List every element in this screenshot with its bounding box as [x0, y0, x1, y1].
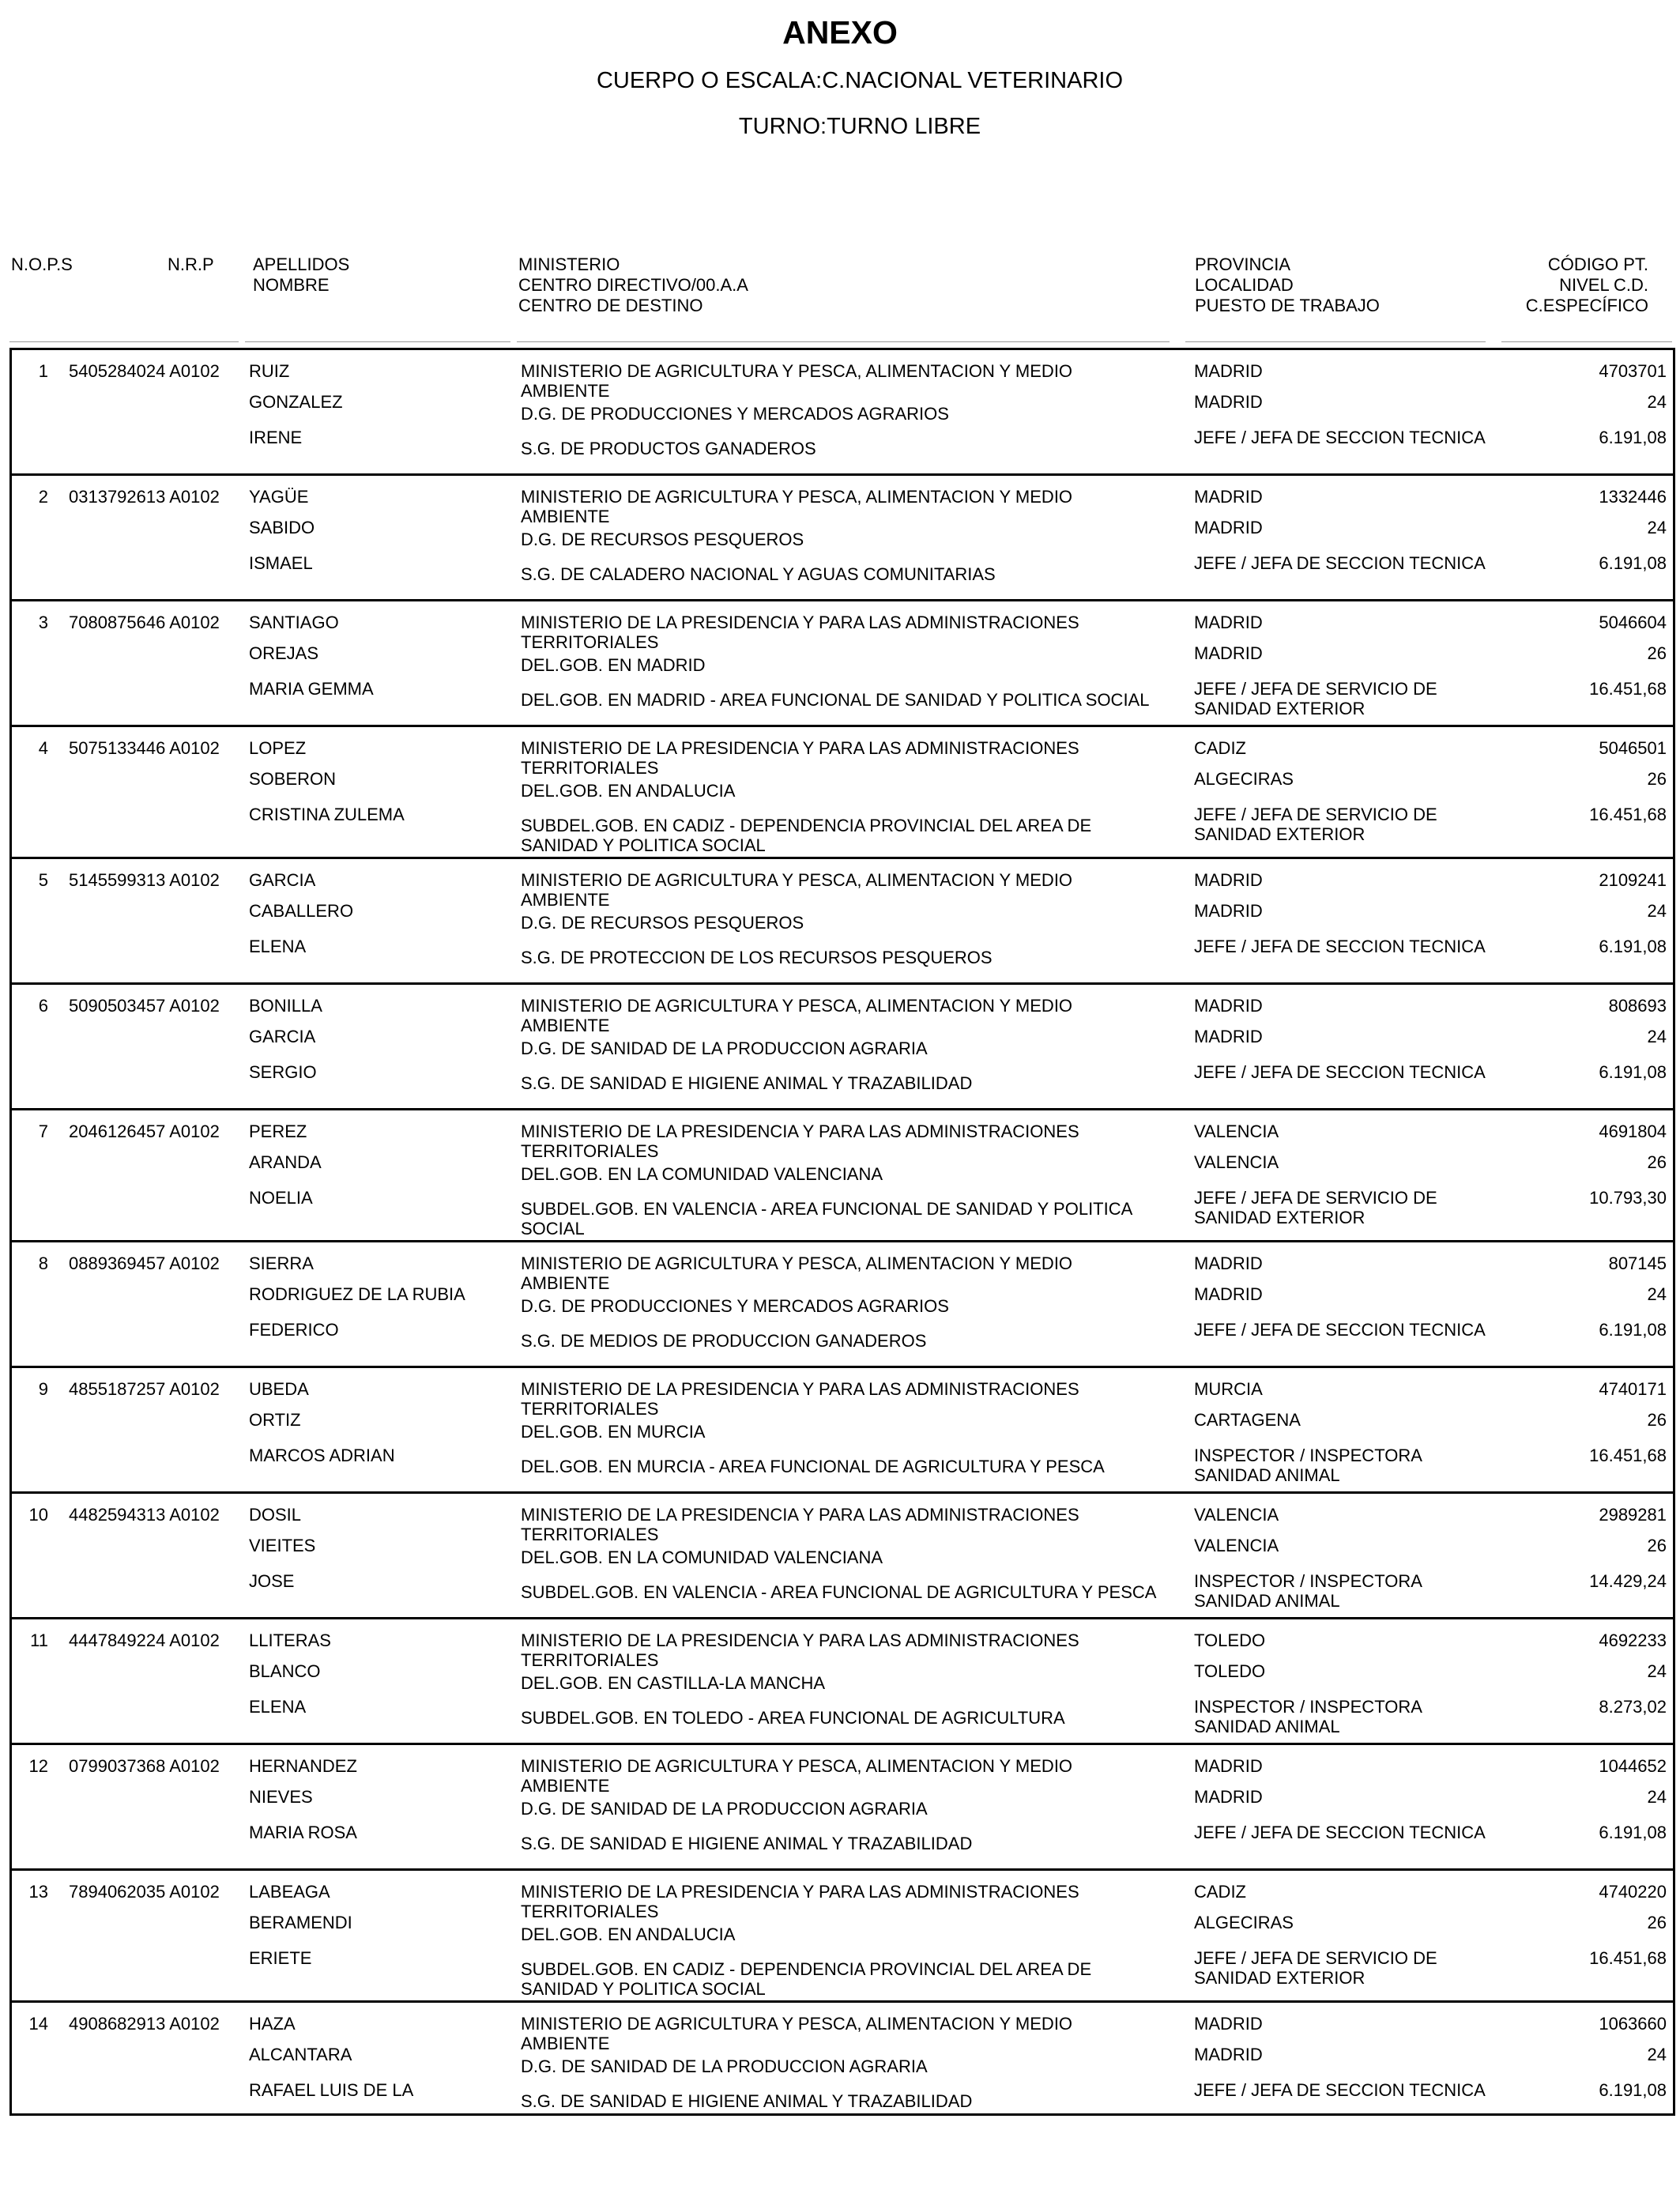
table-row [12, 1619, 1673, 1745]
record-puesto-line2: SANIDAD EXTERIOR [1194, 699, 1365, 718]
record-destino-line1: SUBDEL.GOB. EN VALENCIA - AREA FUNCIONAL DE SANIDAD Y POLITICA [521, 1199, 1133, 1219]
record-codigo: 4691804 [1599, 1122, 1667, 1141]
record-apellido2: RODRIGUEZ DE LA RUBIA [249, 1284, 465, 1304]
record-ministerio-line1: MINISTERIO DE AGRICULTURA Y PESCA, ALIMENTACION Y MEDIO [521, 870, 1073, 890]
record-nrp: 5075133446 A0102 [69, 738, 220, 758]
record-centro-directivo: D.G. DE PRODUCCIONES Y MERCADOS AGRARIOS [521, 1296, 949, 1316]
record-provincia: MADRID [1194, 487, 1263, 507]
record-centro-directivo: D.G. DE RECURSOS PESQUEROS [521, 530, 804, 549]
table-row [12, 2003, 1673, 2113]
record-ministerio-line1: MINISTERIO DE AGRICULTURA Y PESCA, ALIMENTACION Y MEDIO [521, 487, 1073, 507]
record-destino-line1: DEL.GOB. EN MURCIA - AREA FUNCIONAL DE AGRICULTURA Y PESCA [521, 1457, 1105, 1476]
record-provincia: MADRID [1194, 1756, 1263, 1776]
record-especifico: 14.429,24 [1589, 1571, 1667, 1591]
record-apellido1: HERNANDEZ [249, 1756, 357, 1776]
record-centro-directivo: DEL.GOB. EN LA COMUNIDAD VALENCIANA [521, 1547, 883, 1567]
record-puesto-line1: JEFE / JEFA DE SECCION TECNICA [1194, 1062, 1486, 1082]
record-nombre: IRENE [249, 428, 303, 447]
record-puesto-line1: JEFE / JEFA DE SECCION TECNICA [1194, 2080, 1486, 2100]
record-localidad: MADRID [1194, 392, 1263, 412]
record-number: 6 [38, 996, 48, 1016]
record-especifico: 8.273,02 [1599, 1697, 1667, 1717]
record-especifico: 6.191,08 [1599, 2080, 1667, 2100]
record-especifico: 16.451,68 [1589, 1948, 1667, 1968]
header-divider [517, 341, 1170, 342]
record-apellido1: YAGÜE [249, 487, 309, 507]
records-table [9, 348, 1675, 2116]
record-provincia: VALENCIA [1194, 1505, 1279, 1525]
record-nrp: 2046126457 A0102 [69, 1122, 220, 1141]
record-provincia: MADRID [1194, 613, 1263, 632]
table-row [12, 985, 1673, 1110]
record-nivel: 24 [1647, 392, 1667, 412]
table-row [12, 476, 1673, 601]
record-number: 10 [28, 1505, 48, 1525]
record-ministerio-line1: MINISTERIO DE LA PRESIDENCIA Y PARA LAS ADMINISTRACIONES [521, 1379, 1079, 1399]
record-ministerio-line2: TERRITORIALES [521, 1399, 659, 1419]
record-ministerio-line2: TERRITORIALES [521, 758, 659, 778]
record-nrp: 0313792613 A0102 [69, 487, 220, 507]
record-nombre: JOSE [249, 1571, 295, 1591]
col-apellidos-header [253, 254, 349, 296]
record-apellido1: SIERRA [249, 1253, 314, 1273]
record-nivel: 24 [1647, 518, 1667, 537]
record-number: 3 [38, 613, 48, 632]
record-puesto-line1: JEFE / JEFA DE SERVICIO DE [1194, 1948, 1437, 1968]
record-provincia: MADRID [1194, 361, 1263, 381]
record-apellido1: RUIZ [249, 361, 290, 381]
record-nivel: 26 [1647, 1410, 1667, 1430]
record-provincia: MADRID [1194, 1253, 1263, 1273]
record-nombre: CRISTINA ZULEMA [249, 805, 405, 824]
record-provincia: MADRID [1194, 2014, 1263, 2034]
record-codigo: 1332446 [1599, 487, 1667, 507]
record-nombre: ERIETE [249, 1948, 312, 1968]
col-ministerio-label: MINISTERIO [518, 254, 620, 274]
record-number: 2 [38, 487, 48, 507]
col-ministerio-header [518, 254, 748, 316]
record-provincia: VALENCIA [1194, 1122, 1279, 1141]
col-codigo-label: CÓDIGO PT. [1547, 254, 1648, 274]
record-puesto-line2: SANIDAD EXTERIOR [1194, 1968, 1365, 1988]
record-puesto-line2: SANIDAD ANIMAL [1194, 1717, 1340, 1736]
record-nrp: 4908682913 A0102 [69, 2014, 220, 2034]
record-localidad: CARTAGENA [1194, 1410, 1301, 1430]
record-number: 5 [38, 870, 48, 890]
col-centro-directivo-label: CENTRO DIRECTIVO/00.A.A [518, 275, 748, 295]
record-apellido1: GARCIA [249, 870, 316, 890]
record-ministerio-line1: MINISTERIO DE AGRICULTURA Y PESCA, ALIMENTACION Y MEDIO [521, 361, 1073, 381]
table-row [12, 350, 1673, 476]
record-centro-directivo: D.G. DE RECURSOS PESQUEROS [521, 913, 804, 933]
record-ministerio-line1: MINISTERIO DE LA PRESIDENCIA Y PARA LAS ADMINISTRACIONES [521, 613, 1079, 632]
record-nombre: MARIA GEMMA [249, 679, 374, 699]
table-row [12, 1871, 1673, 2003]
record-ministerio-line2: AMBIENTE [521, 381, 610, 401]
record-destino-line1: S.G. DE SANIDAD E HIGIENE ANIMAL Y TRAZABILIDAD [521, 1073, 973, 1093]
record-number: 9 [38, 1379, 48, 1399]
record-centro-directivo: D.G. DE SANIDAD DE LA PRODUCCION AGRARIA [521, 1799, 928, 1819]
table-row [12, 1242, 1673, 1368]
record-codigo: 808693 [1608, 996, 1667, 1016]
record-centro-directivo: DEL.GOB. EN ANDALUCIA [521, 1924, 736, 1944]
record-apellido1: HAZA [249, 2014, 296, 2034]
record-apellido2: ORTIZ [249, 1410, 301, 1430]
record-localidad: MADRID [1194, 1284, 1263, 1304]
record-especifico: 6.191,08 [1599, 1062, 1667, 1082]
record-codigo: 4692233 [1599, 1630, 1667, 1650]
record-nivel: 24 [1647, 1284, 1667, 1304]
record-destino-line2: SOCIAL [521, 1219, 585, 1238]
record-localidad: ALGECIRAS [1194, 769, 1294, 789]
cuerpo-escala: CUERPO O ESCALA:C.NACIONAL VETERINARIO [596, 68, 1124, 93]
table-row [12, 1368, 1673, 1494]
record-apellido2: BLANCO [249, 1661, 321, 1681]
record-puesto-line2: SANIDAD EXTERIOR [1194, 1208, 1365, 1227]
table-row [12, 1110, 1673, 1242]
record-especifico: 16.451,68 [1589, 679, 1667, 699]
record-nrp: 5405284024 A0102 [69, 361, 220, 381]
record-puesto-line2: SANIDAD ANIMAL [1194, 1465, 1340, 1485]
record-codigo: 4703701 [1599, 361, 1667, 381]
header-divider [9, 341, 239, 342]
record-localidad: VALENCIA [1194, 1152, 1279, 1172]
header-divider [1501, 341, 1672, 342]
record-centro-directivo: D.G. DE PRODUCCIONES Y MERCADOS AGRARIOS [521, 404, 949, 424]
record-nombre: ISMAEL [249, 553, 313, 573]
record-localidad: MADRID [1194, 518, 1263, 537]
record-nombre: NOELIA [249, 1188, 313, 1208]
page-title: ANEXO [782, 14, 898, 51]
record-nivel: 24 [1647, 1027, 1667, 1046]
record-nivel: 26 [1647, 1913, 1667, 1932]
record-number: 4 [38, 738, 48, 758]
record-nivel: 26 [1647, 769, 1667, 789]
record-puesto-line1: JEFE / JEFA DE SECCION TECNICA [1194, 553, 1486, 573]
record-ministerio-line2: TERRITORIALES [521, 1650, 659, 1670]
col-localidad-label: LOCALIDAD [1195, 275, 1294, 295]
record-centro-directivo: DEL.GOB. EN CASTILLA-LA MANCHA [521, 1673, 826, 1693]
record-number: 13 [28, 1882, 48, 1902]
record-nrp: 7080875646 A0102 [69, 613, 220, 632]
record-destino-line1: DEL.GOB. EN MADRID - AREA FUNCIONAL DE SANIDAD Y POLITICA SOCIAL [521, 690, 1150, 710]
record-especifico: 6.191,08 [1599, 937, 1667, 956]
record-puesto-line1: JEFE / JEFA DE SERVICIO DE [1194, 1188, 1437, 1208]
record-apellido2: ALCANTARA [249, 2045, 352, 2064]
header-divider [1185, 341, 1486, 342]
record-especifico: 6.191,08 [1599, 1320, 1667, 1340]
record-apellido2: VIEITES [249, 1536, 316, 1555]
record-centro-directivo: DEL.GOB. EN MURCIA [521, 1422, 706, 1442]
record-puesto-line1: JEFE / JEFA DE SERVICIO DE [1194, 679, 1437, 699]
record-apellido2: CABALLERO [249, 901, 354, 921]
record-destino-line2: SANIDAD Y POLITICA SOCIAL [521, 1979, 766, 1999]
record-nrp: 5090503457 A0102 [69, 996, 220, 1016]
record-codigo: 2109241 [1599, 870, 1667, 890]
record-apellido2: GONZALEZ [249, 392, 343, 412]
turno: TURNO:TURNO LIBRE [738, 114, 981, 139]
record-ministerio-line1: MINISTERIO DE LA PRESIDENCIA Y PARA LAS ADMINISTRACIONES [521, 1882, 1079, 1902]
record-ministerio-line1: MINISTERIO DE LA PRESIDENCIA Y PARA LAS ADMINISTRACIONES [521, 1122, 1079, 1141]
record-destino-line1: S.G. DE CALADERO NACIONAL Y AGUAS COMUNITARIAS [521, 564, 996, 584]
record-ministerio-line1: MINISTERIO DE LA PRESIDENCIA Y PARA LAS ADMINISTRACIONES [521, 738, 1079, 758]
record-apellido1: LABEAGA [249, 1882, 330, 1902]
col-nivel-label: NIVEL C.D. [1559, 275, 1648, 295]
record-nombre: MARCOS ADRIAN [249, 1446, 395, 1465]
record-puesto-line2: SANIDAD EXTERIOR [1194, 824, 1365, 844]
record-ministerio-line1: MINISTERIO DE AGRICULTURA Y PESCA, ALIMENTACION Y MEDIO [521, 996, 1073, 1016]
record-nivel: 26 [1647, 643, 1667, 663]
record-destino-line1: SUBDEL.GOB. EN CADIZ - DEPENDENCIA PROVINCIAL DEL AREA DE [521, 1959, 1092, 1979]
record-codigo: 5046501 [1599, 738, 1667, 758]
record-provincia: MADRID [1194, 870, 1263, 890]
record-apellido2: NIEVES [249, 1787, 313, 1807]
record-number: 12 [28, 1756, 48, 1776]
col-apellidos-label: APELLIDOS [253, 254, 350, 274]
record-puesto-line2: SANIDAD ANIMAL [1194, 1591, 1340, 1611]
record-destino-line1: SUBDEL.GOB. EN CADIZ - DEPENDENCIA PROVINCIAL DEL AREA DE [521, 816, 1092, 835]
record-especifico: 16.451,68 [1589, 805, 1667, 824]
record-codigo: 4740220 [1599, 1882, 1667, 1902]
record-nrp: 4482594313 A0102 [69, 1505, 220, 1525]
record-nivel: 24 [1647, 1661, 1667, 1681]
record-especifico: 6.191,08 [1599, 553, 1667, 573]
record-puesto-line1: INSPECTOR / INSPECTORA [1194, 1571, 1422, 1591]
record-centro-directivo: DEL.GOB. EN MADRID [521, 655, 706, 675]
record-number: 8 [38, 1253, 48, 1273]
table-row [12, 1494, 1673, 1619]
record-nivel: 24 [1647, 901, 1667, 921]
header-divider [245, 341, 510, 342]
record-ministerio-line2: AMBIENTE [521, 507, 610, 526]
col-especifico-label: C.ESPECÍFICO [1525, 296, 1648, 315]
record-puesto-line1: JEFE / JEFA DE SECCION TECNICA [1194, 1320, 1486, 1340]
col-provincia-label: PROVINCIA [1195, 254, 1291, 274]
record-provincia: MADRID [1194, 996, 1263, 1016]
record-especifico: 6.191,08 [1599, 428, 1667, 447]
table-row [12, 1745, 1673, 1871]
record-ministerio-line1: MINISTERIO DE AGRICULTURA Y PESCA, ALIMENTACION Y MEDIO [521, 1253, 1073, 1273]
record-apellido2: OREJAS [249, 643, 319, 663]
record-nombre: SERGIO [249, 1062, 317, 1082]
record-destino-line1: S.G. DE PROTECCION DE LOS RECURSOS PESQUEROS [521, 948, 993, 967]
record-especifico: 6.191,08 [1599, 1823, 1667, 1842]
record-codigo: 4740171 [1599, 1379, 1667, 1399]
record-ministerio-line2: TERRITORIALES [521, 632, 659, 652]
record-nombre: RAFAEL LUIS DE LA [249, 2080, 414, 2100]
record-nivel: 26 [1647, 1536, 1667, 1555]
col-centro-destino-label: CENTRO DE DESTINO [518, 296, 703, 315]
record-localidad: MADRID [1194, 1787, 1263, 1807]
record-provincia: CADIZ [1194, 738, 1246, 758]
record-number: 14 [28, 2014, 48, 2034]
record-apellido1: LOPEZ [249, 738, 307, 758]
record-localidad: MADRID [1194, 901, 1263, 921]
record-nrp: 0889369457 A0102 [69, 1253, 220, 1273]
record-number: 1 [38, 361, 48, 381]
record-nivel: 24 [1647, 2045, 1667, 2064]
record-puesto-line1: JEFE / JEFA DE SECCION TECNICA [1194, 1823, 1486, 1842]
table-row [12, 727, 1673, 859]
record-apellido2: BERAMENDI [249, 1913, 352, 1932]
record-codigo: 1063660 [1599, 2014, 1667, 2034]
record-ministerio-line2: TERRITORIALES [521, 1902, 659, 1921]
record-apellido2: SABIDO [249, 518, 315, 537]
record-nombre: FEDERICO [249, 1320, 339, 1340]
table-row [12, 859, 1673, 985]
record-apellido2: ARANDA [249, 1152, 322, 1172]
record-apellido1: BONILLA [249, 996, 322, 1016]
record-centro-directivo: DEL.GOB. EN ANDALUCIA [521, 781, 736, 801]
record-ministerio-line2: AMBIENTE [521, 1776, 610, 1796]
record-apellido1: UBEDA [249, 1379, 309, 1399]
record-centro-directivo: DEL.GOB. EN LA COMUNIDAD VALENCIANA [521, 1164, 883, 1184]
record-codigo: 2989281 [1599, 1505, 1667, 1525]
record-apellido1: LLITERAS [249, 1630, 331, 1650]
record-nrp: 5145599313 A0102 [69, 870, 220, 890]
record-ministerio-line1: MINISTERIO DE AGRICULTURA Y PESCA, ALIMENTACION Y MEDIO [521, 1756, 1073, 1776]
record-apellido1: DOSIL [249, 1505, 302, 1525]
table-row [12, 601, 1673, 727]
record-centro-directivo: D.G. DE SANIDAD DE LA PRODUCCION AGRARIA [521, 2056, 928, 2076]
record-destino-line1: S.G. DE PRODUCTOS GANADEROS [521, 439, 816, 458]
record-destino-line1: S.G. DE MEDIOS DE PRODUCCION GANADEROS [521, 1331, 927, 1351]
record-ministerio-line2: AMBIENTE [521, 2034, 610, 2053]
record-destino-line2: SANIDAD Y POLITICA SOCIAL [521, 835, 766, 855]
record-localidad: MADRID [1194, 1027, 1263, 1046]
record-especifico: 16.451,68 [1589, 1446, 1667, 1465]
record-codigo: 807145 [1608, 1253, 1667, 1273]
record-apellido1: PEREZ [249, 1122, 307, 1141]
record-nivel: 24 [1647, 1787, 1667, 1807]
record-destino-line1: SUBDEL.GOB. EN VALENCIA - AREA FUNCIONAL DE AGRICULTURA Y PESCA [521, 1582, 1157, 1602]
record-nrp: 7894062035 A0102 [69, 1882, 220, 1902]
record-localidad: TOLEDO [1194, 1661, 1266, 1681]
record-number: 11 [30, 1630, 48, 1650]
record-codigo: 1044652 [1599, 1756, 1667, 1776]
record-localidad: MADRID [1194, 643, 1263, 663]
record-puesto-line1: INSPECTOR / INSPECTORA [1194, 1697, 1422, 1717]
col-nops-header: N.O.P.S [11, 254, 73, 274]
record-especifico: 10.793,30 [1589, 1188, 1667, 1208]
record-provincia: MURCIA [1194, 1379, 1263, 1399]
record-codigo: 5046604 [1599, 613, 1667, 632]
record-destino-line1: S.G. DE SANIDAD E HIGIENE ANIMAL Y TRAZABILIDAD [521, 2091, 973, 2111]
record-ministerio-line1: MINISTERIO DE LA PRESIDENCIA Y PARA LAS ADMINISTRACIONES [521, 1505, 1079, 1525]
record-centro-directivo: D.G. DE SANIDAD DE LA PRODUCCION AGRARIA [521, 1039, 928, 1058]
col-codigo-header [1470, 254, 1648, 316]
record-destino-line1: S.G. DE SANIDAD E HIGIENE ANIMAL Y TRAZABILIDAD [521, 1834, 973, 1853]
record-nombre: ELENA [249, 937, 307, 956]
record-puesto-line1: JEFE / JEFA DE SERVICIO DE [1194, 805, 1437, 824]
col-nrp-header: N.R.P [168, 254, 214, 274]
record-nivel: 26 [1647, 1152, 1667, 1172]
col-provincia-header [1195, 254, 1380, 316]
record-ministerio-line2: AMBIENTE [521, 1273, 610, 1293]
record-localidad: ALGECIRAS [1194, 1913, 1294, 1932]
record-provincia: TOLEDO [1194, 1630, 1266, 1650]
record-puesto-line1: INSPECTOR / INSPECTORA [1194, 1446, 1422, 1465]
record-ministerio-line1: MINISTERIO DE AGRICULTURA Y PESCA, ALIMENTACION Y MEDIO [521, 2014, 1073, 2034]
record-nrp: 4447849224 A0102 [69, 1630, 220, 1650]
record-ministerio-line2: TERRITORIALES [521, 1141, 659, 1161]
record-apellido2: SOBERON [249, 769, 337, 789]
record-ministerio-line2: TERRITORIALES [521, 1525, 659, 1544]
record-nombre: ELENA [249, 1697, 307, 1717]
record-ministerio-line2: AMBIENTE [521, 1016, 610, 1035]
record-puesto-line1: JEFE / JEFA DE SECCION TECNICA [1194, 428, 1486, 447]
record-nrp: 4855187257 A0102 [69, 1379, 220, 1399]
record-provincia: CADIZ [1194, 1882, 1246, 1902]
record-nrp: 0799037368 A0102 [69, 1756, 220, 1776]
record-ministerio-line2: AMBIENTE [521, 890, 610, 910]
record-nombre: MARIA ROSA [249, 1823, 357, 1842]
record-apellido1: SANTIAGO [249, 613, 339, 632]
record-puesto-line1: JEFE / JEFA DE SECCION TECNICA [1194, 937, 1486, 956]
record-number: 7 [38, 1122, 48, 1141]
col-puesto-label: PUESTO DE TRABAJO [1195, 296, 1380, 315]
record-destino-line1: SUBDEL.GOB. EN TOLEDO - AREA FUNCIONAL DE AGRICULTURA [521, 1708, 1065, 1728]
record-localidad: MADRID [1194, 2045, 1263, 2064]
col-nombre-label: NOMBRE [253, 275, 330, 295]
record-ministerio-line1: MINISTERIO DE LA PRESIDENCIA Y PARA LAS ADMINISTRACIONES [521, 1630, 1079, 1650]
record-localidad: VALENCIA [1194, 1536, 1279, 1555]
record-apellido2: GARCIA [249, 1027, 316, 1046]
